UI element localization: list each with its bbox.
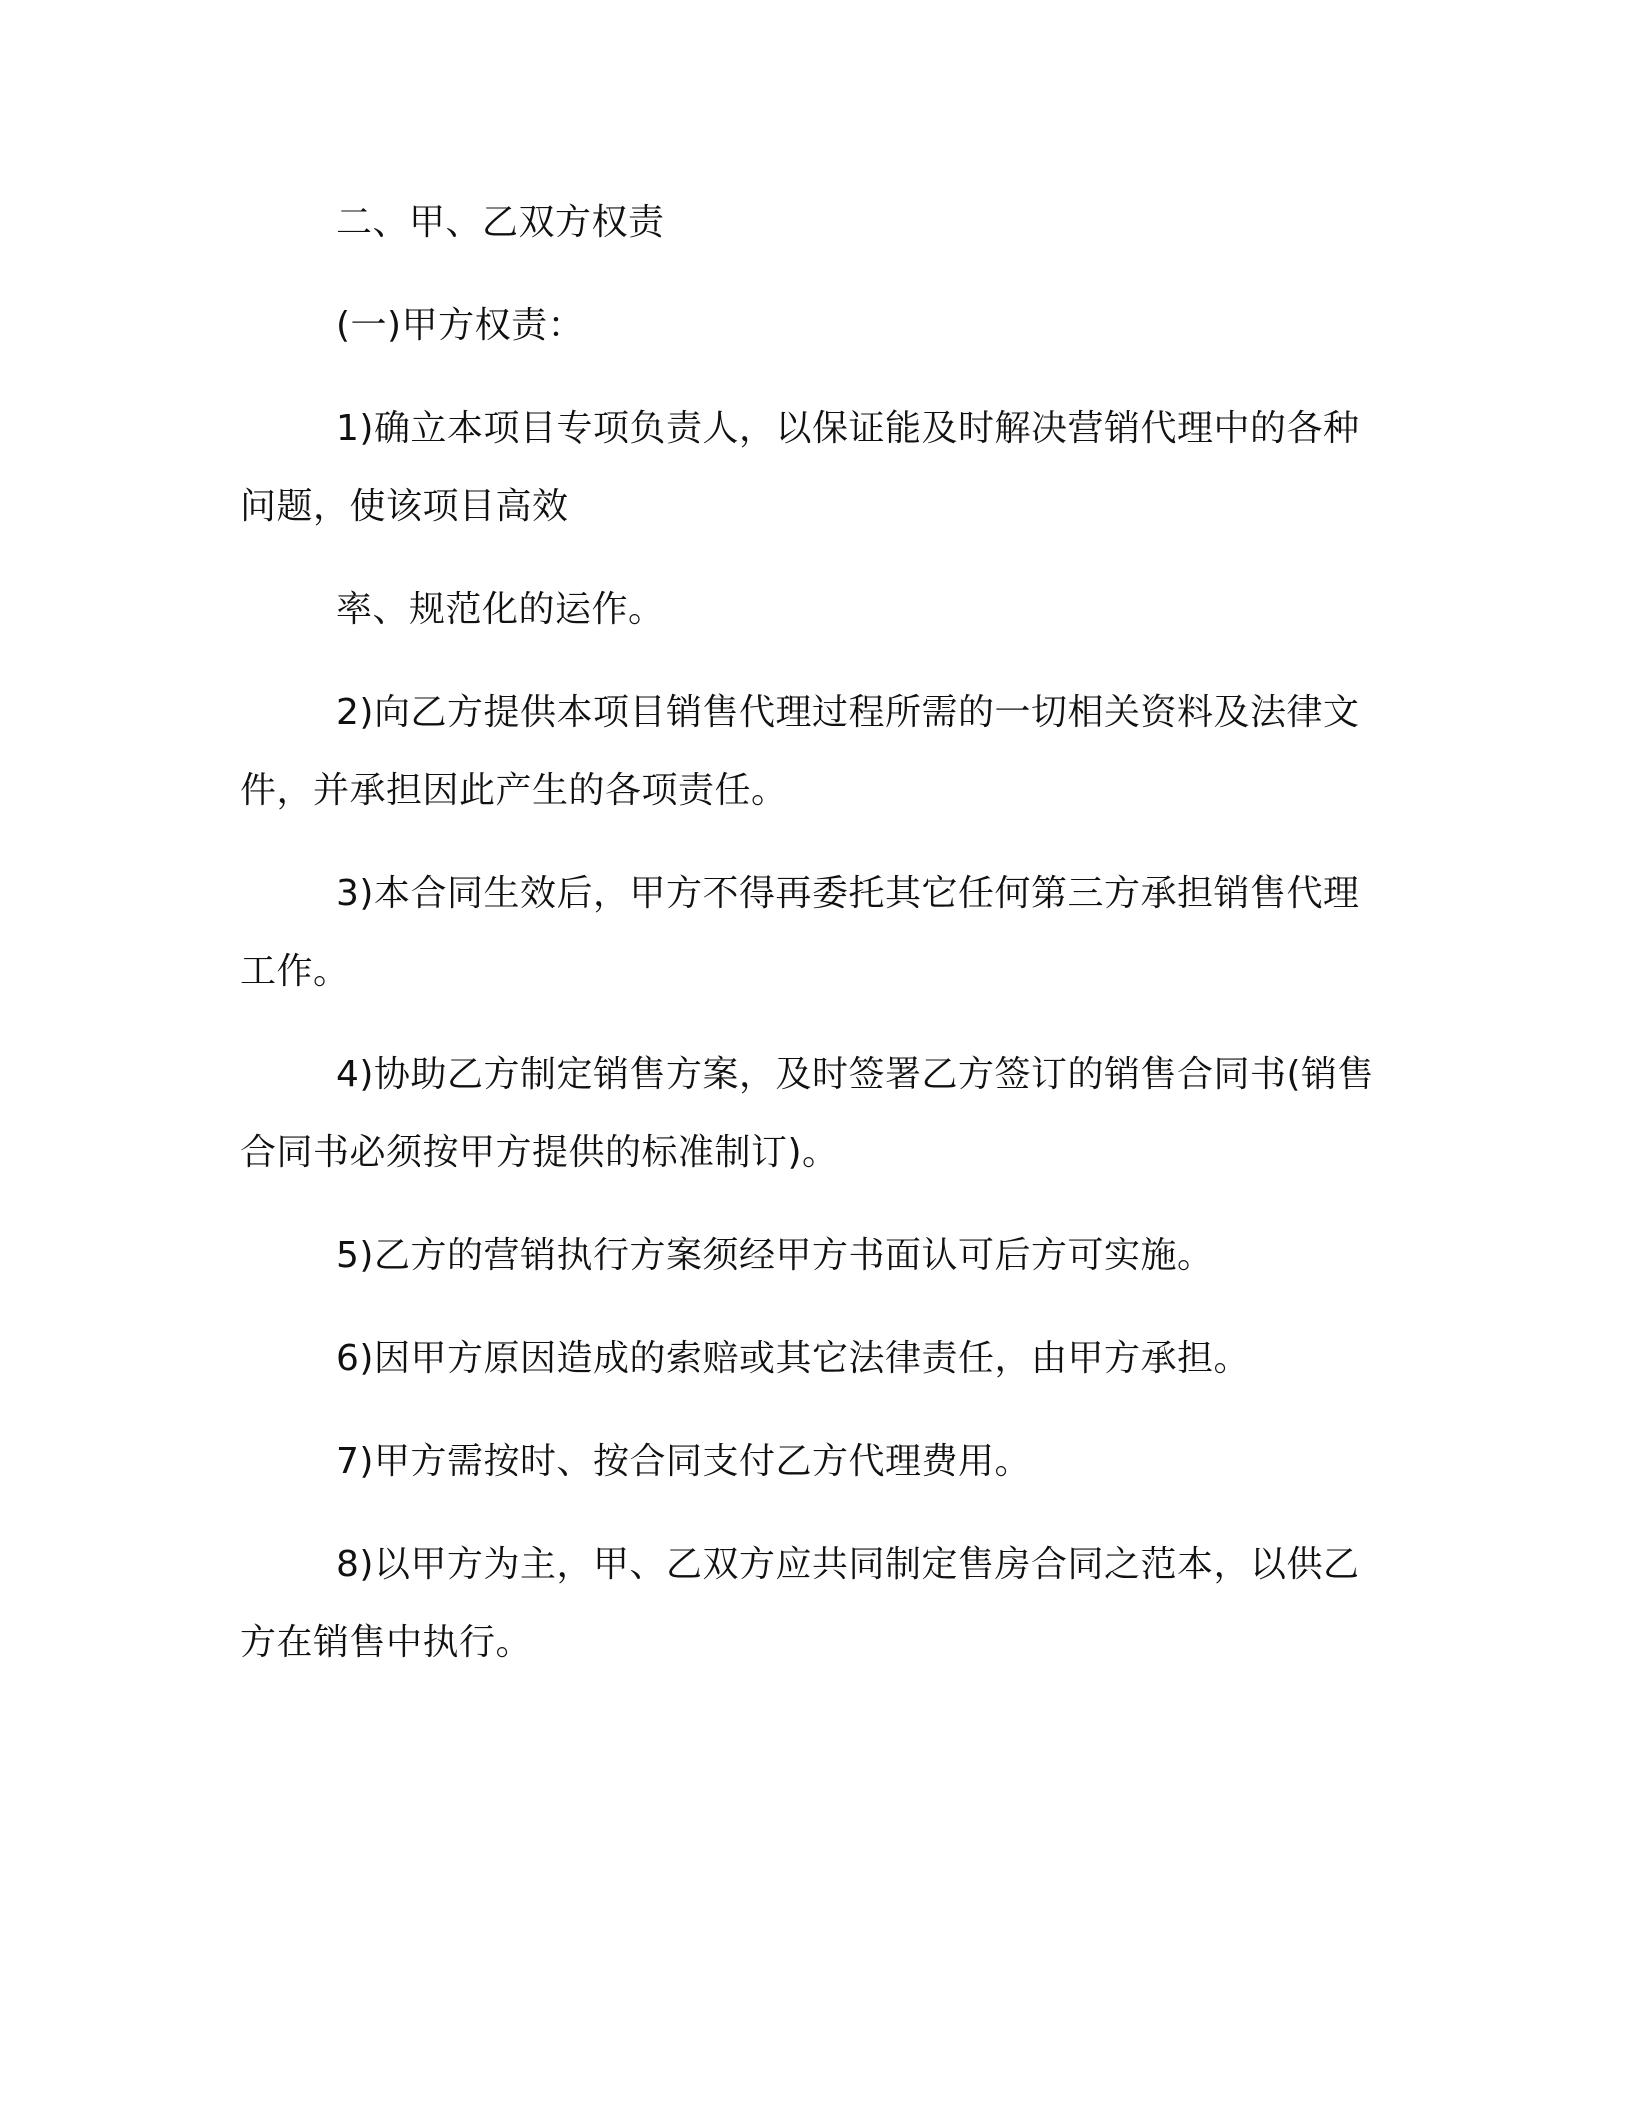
- subsection-heading: (一)甲方权责：: [336, 305, 585, 346]
- document-body: [240, 184, 1380, 1682]
- clause-6: 6)因甲方原因造成的索赔或其它法律责任，由甲方承担。: [336, 1338, 1250, 1379]
- clause-2: 2)向乙方提供本项目销售代理过程所需的一切相关资料及法律文件，并承担因此产生的各项责任。: [240, 692, 1360, 811]
- clause-4: 4)协助乙方制定销售方案，及时签署乙方签订的销售合同书(销售合同书必须按甲方提供的标准制订)。: [240, 1054, 1374, 1173]
- clause-8: 8)以甲方为主，甲、乙双方应共同制定售房合同之范本，以供乙方在销售中执行。: [240, 1544, 1360, 1663]
- clause-3: 3)本合同生效后，甲方不得再委托其它任何第三方承担销售代理工作。: [240, 873, 1360, 992]
- clause-7: 7)甲方需按时、按合同支付乙方代理费用。: [336, 1441, 1031, 1482]
- section-heading: 二、甲、乙双方权责: [336, 202, 665, 243]
- clause-1: 1)确立本项目专项负责人，以保证能及时解决营销代理中的各种问题，使该项目高效: [240, 408, 1360, 527]
- clause-1-continuation: 率、规范化的运作。: [336, 589, 665, 630]
- clause-5: 5)乙方的营销执行方案须经甲方书面认可后方可实施。: [336, 1235, 1214, 1276]
